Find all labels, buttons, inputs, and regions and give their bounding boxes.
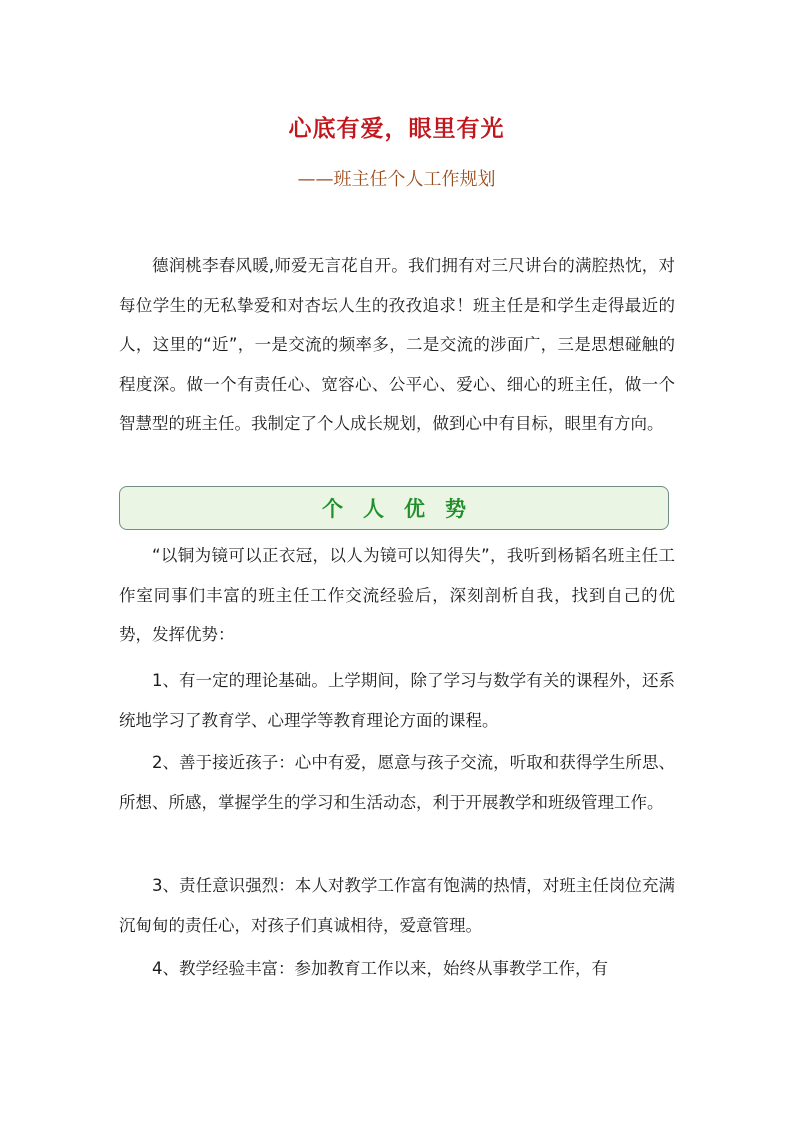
list-item: 3、责任意识强烈：本人对教学工作富有饱满的热情，对班主任岗位充满沉甸甸的责任心，对孩子们真诚相待，爱意管理。 bbox=[119, 876, 675, 935]
section-title: 个人优势 bbox=[322, 497, 486, 521]
list-item: 1、有一定的理论基础。上学期间，除了学习与数学有关的课程外，还系统地学习了教育学、心理学等教育理论方面的课程。 bbox=[119, 671, 675, 730]
section-header-box bbox=[119, 486, 669, 530]
document-title: 心底有爱，眼里有光 bbox=[288, 116, 505, 142]
document-subtitle: ——班主任个人工作规划 bbox=[297, 169, 496, 190]
section-lead-paragraph: “以铜为镜可以正衣冠，以人为镜可以知得失”，我听到杨韬名班主任工作室同事们丰富的班主任工作交流经验后，深刻剖析自我，找到自己的优势，发挥优势： bbox=[119, 546, 675, 645]
list-item: 4、教学经验丰富：参加教育工作以来，始终从事教学工作，有 bbox=[152, 959, 608, 978]
intro-paragraph: 德润桃李春风暖,师爱无言花自开。我们拥有对三尺讲台的满腔热忱，对每位学生的无私挚爱和对杏坛人生的孜孜追求！班主任是和学生走得最近的人，这里的“近”，一是交流的频率多，二是交流的涉面广，三是思想碰触的程度深。做一个有责任心、宽容心、公平心、爱心、细心的班主任，做一个智慧型的班主任。我制定了个人成长规划，做到心中有目标，眼里有方向。 bbox=[119, 256, 675, 434]
list-item: 2、善于接近孩子：心中有爱，愿意与孩子交流，听取和获得学生所思、所想、所感，掌握学生的学习和生活动态，利于开展教学和班级管理工作。 bbox=[119, 753, 675, 812]
